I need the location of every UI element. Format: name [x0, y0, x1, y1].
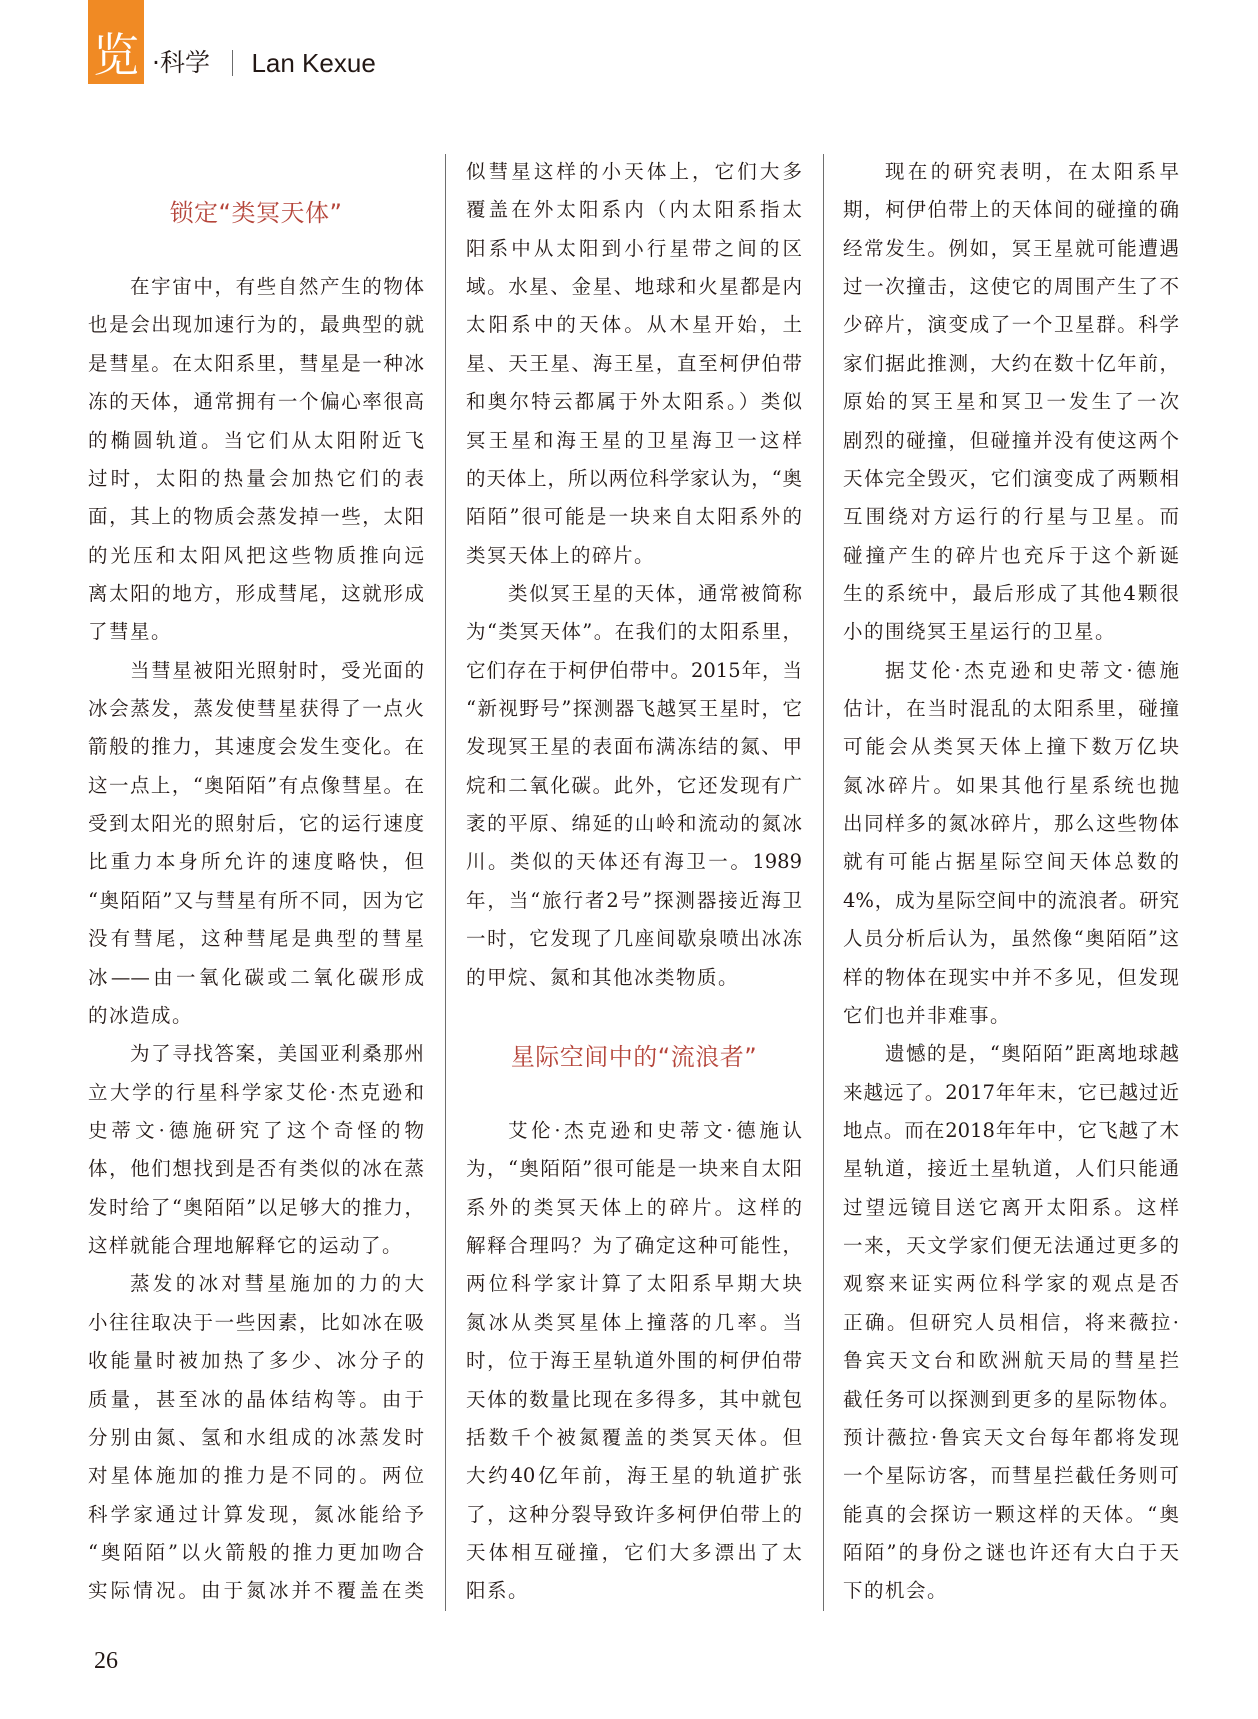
text-line: 互围绕对方运行的行星与卫星。而 [843, 505, 1179, 529]
text-line: 氮冰碎片。如果其他行星系统也抛 [843, 773, 1179, 797]
text-line: 蒸发的冰对彗星施加的力的大 [130, 1272, 424, 1296]
text-line: 小的围绕冥王星运行的卫星。 [843, 620, 1117, 644]
text-line: 括数千个被氮覆盖的类冥天体。但 [466, 1425, 802, 1449]
text-line: 了彗星。 [88, 620, 173, 644]
text-line: 期，柯伊伯带上的天体间的碰撞的确 [843, 198, 1179, 222]
text-line: 星轨道，接近土星轨道，人们只能通 [843, 1157, 1179, 1181]
text-line: “新视野号”探测器飞越冥王星时，它 [466, 697, 802, 721]
text-line: 的天体上，所以两位科学家认为，“奥 [466, 466, 802, 490]
text-line: 为“类冥天体”。在我们的太阳系里， [466, 620, 802, 644]
text-line: 冰会蒸发，蒸发使彗星获得了一点火 [88, 697, 424, 721]
text-line: 川。类似的天体还有海卫一。1989 [466, 850, 802, 874]
text-line: 地点。而在2018年年中，它飞越了木 [843, 1118, 1179, 1142]
text-line: 剧烈的碰撞，但碰撞并没有使这两个 [843, 428, 1179, 452]
text-line: 类似冥王星的天体，通常被简称 [508, 581, 802, 605]
text-line: 面，其上的物质会蒸发掉一些，太阳 [88, 505, 424, 529]
text-line: 冥王星和海王星的卫星海卫一这样 [466, 428, 802, 452]
section-logo-box [88, 0, 144, 84]
page-number: 26 [94, 1648, 118, 1674]
section-logo-char: 览 [93, 28, 139, 82]
text-line: 受到太阳光的照射后，它的运行速度 [88, 812, 424, 836]
text-line: 阳系中从太阳到小行星带之间的区 [466, 236, 802, 260]
text-line: 这一点上，“奥陌陌”有点像彗星。在 [88, 773, 424, 797]
text-line: 下的机会。 [843, 1579, 949, 1603]
text-line: 了，这种分裂导致许多柯伊伯带上的 [466, 1502, 802, 1526]
text-line: 天体的数量比现在多得多，其中就包 [466, 1387, 802, 1411]
text-line: “奥陌陌”又与彗星有所不同，因为它 [88, 888, 424, 912]
text-line: 这样就能合理地解释它的运动了。 [88, 1234, 404, 1258]
text-line: 艾伦·杰克逊和史蒂文·德施认 [508, 1118, 802, 1142]
text-line: 可能会从类冥天体上撞下数万亿块 [843, 735, 1179, 759]
text-line: 遗憾的是，“奥陌陌”距离地球越 [885, 1042, 1179, 1066]
text-line: 箭般的推力，其速度会发生变化。在 [88, 735, 424, 759]
text-line: 人员分析后认为，虽然像“奥陌陌”这 [843, 927, 1179, 951]
text-line: 氮冰从类冥星体上撞落的几率。当 [466, 1310, 802, 1334]
text-line: 冰——由一氧化碳或二氧化碳形成 [88, 965, 424, 989]
article-column-3 [843, 153, 1179, 1611]
section-heading [466, 997, 802, 1112]
text-line: 类冥天体上的碎片。 [466, 543, 656, 567]
text-line: 解释合理吗？为了确定这种可能性， [466, 1234, 802, 1258]
section-heading [88, 153, 424, 268]
text-line: 能真的会探访一颗这样的天体。“奥 [843, 1502, 1179, 1526]
text-line: 冻的天体，通常拥有一个偏心率很高 [88, 390, 424, 414]
text-line: 生的系统中，最后形成了其他4颗很 [843, 581, 1179, 605]
text-line: 分别由氮、氢和水组成的冰蒸发时 [88, 1425, 424, 1449]
text-line: 出同样多的氮冰碎片，那么这些物体 [843, 812, 1179, 836]
text-line: 是彗星。在太阳系里，彗星是一种冰 [88, 351, 424, 375]
text-line: “奥陌陌”以火箭般的推力更加吻合 [88, 1540, 424, 1564]
text-line: 收能量时被加热了多少、冰分子的 [88, 1349, 424, 1373]
paragraph [843, 153, 1179, 652]
text-line: 陌陌”的身份之谜也许还有大白于天 [843, 1540, 1179, 1564]
text-line: 系外的类冥天体上的碎片。这样的 [466, 1195, 802, 1219]
text-line: 时，位于海王星轨道外围的柯伊伯带 [466, 1349, 802, 1373]
text-line: 它们也并非难事。 [843, 1003, 1012, 1027]
text-line: 史蒂文·德施研究了这个奇怪的物 [88, 1118, 424, 1142]
text-line: 原始的冥王星和冥卫一发生了一次 [843, 390, 1179, 414]
text-line: 截任务可以探测到更多的星际物体。 [843, 1387, 1179, 1411]
text-line: 就有可能占据星际空间天体总数的 [843, 850, 1179, 874]
text-line: 的光压和太阳风把这些物质推向远 [88, 543, 424, 567]
text-line: 它们存在于柯伊伯带中。2015年，当 [466, 658, 802, 682]
text-line: 现在的研究表明，在太阳系早 [885, 160, 1179, 183]
text-line: 观察来证实两位科学家的观点是否 [843, 1272, 1179, 1296]
article-column-2 [466, 153, 802, 1611]
text-line: 离太阳的地方，形成彗尾，这就形成 [88, 581, 424, 605]
text-line: 和奥尔特云都属于外太阳系。）类似 [466, 390, 802, 414]
text-line: 星、天王星、海王星，直至柯伊伯带 [466, 351, 802, 375]
text-line: 估计，在当时混乱的太阳系里，碰撞 [843, 697, 1179, 721]
section-heading-text: 锁定“类冥天体” [169, 199, 343, 228]
text-line: 一时，它发现了几座间歇泉喷出冰冻 [466, 927, 802, 951]
text-line: 对星体施加的推力是不同的。两位 [88, 1464, 424, 1488]
paragraph [88, 652, 424, 1036]
text-line: 天体相互碰撞，它们大多漂出了太 [466, 1540, 802, 1564]
text-line: 小往往取决于一些因素，比如冰在吸 [88, 1310, 424, 1334]
text-line: 家们据此推测，大约在数十亿年前， [843, 351, 1179, 375]
text-line: 立大学的行星科学家艾伦·杰克逊和 [88, 1080, 424, 1104]
text-line: 过一次撞击，这使它的周围产生了不 [843, 275, 1179, 299]
text-line: 科学家通过计算发现，氮冰能给予 [88, 1502, 424, 1526]
text-line: 经常发生。例如，冥王星就可能遭遇 [843, 236, 1179, 260]
paragraph [466, 153, 802, 575]
text-line: 年，当“旅行者2号”探测器接近海卫 [466, 888, 802, 912]
text-line: 在宇宙中，有些自然产生的物体 [130, 275, 424, 299]
text-line: 正确。但研究人员相信，将来薇拉· [843, 1310, 1179, 1334]
text-line: 鲁宾天文台和欧洲航天局的彗星拦 [843, 1349, 1179, 1373]
text-line: 两位科学家计算了太阳系早期大块 [466, 1272, 802, 1296]
paragraph [88, 1035, 424, 1265]
text-line: 陌陌”很可能是一块来自太阳系外的 [466, 505, 802, 529]
paragraph [466, 575, 802, 997]
text-line: 过时，太阳的热量会加热它们的表 [88, 466, 424, 490]
text-line: 发时给了“奥陌陌”以足够大的推力， [88, 1195, 424, 1219]
article-column-1 [88, 153, 424, 1611]
text-line: 域。水星、金星、地球和火星都是内 [466, 275, 802, 299]
text-line: 为，“奥陌陌”很可能是一块来自太阳 [466, 1157, 802, 1181]
text-line: 大约40亿年前，海王星的轨道扩张 [466, 1464, 802, 1488]
text-line: 碰撞产生的碎片也充斥于这个新诞 [843, 543, 1179, 567]
header-divider [232, 50, 234, 76]
paragraph [466, 1112, 802, 1611]
text-line: 当彗星被阳光照射时，受光面的 [130, 658, 424, 682]
text-line: 覆盖在外太阳系内（内太阳系指太 [466, 198, 802, 222]
text-line: 袤的平原、绵延的山岭和流动的氮冰 [466, 812, 802, 836]
text-line: 的椭圆轨道。当它们从太阳附近飞 [88, 428, 424, 452]
running-header [152, 48, 376, 78]
text-line: 的冰造成。 [88, 1003, 194, 1027]
paragraph [843, 1035, 1179, 1610]
text-line: 质量，甚至冰的晶体结构等。由于 [88, 1387, 424, 1411]
text-line: 烷和二氧化碳。此外，它还发现有广 [466, 773, 802, 797]
text-line: 预计薇拉·鲁宾天文台每年都将发现 [843, 1425, 1179, 1449]
text-line: 过望远镜目送它离开太阳系。这样 [843, 1195, 1179, 1219]
text-line: 据艾伦·杰克逊和史蒂文·德施 [885, 658, 1179, 682]
paragraph [843, 652, 1179, 1036]
column-divider [445, 154, 446, 1611]
text-line: 太阳系中的天体。从木星开始，土 [466, 313, 802, 337]
text-line: 为了寻找答案，美国亚利桑那州 [130, 1042, 424, 1066]
text-line: 体，他们想找到是否有类似的冰在蒸 [88, 1157, 424, 1181]
section-pinyin-title: Lan Kexue [251, 48, 376, 78]
text-line: 发现冥王星的表面布满冻结的氮、甲 [466, 735, 802, 759]
column-divider [823, 154, 824, 1611]
text-line: 少碎片，演变成了一个卫星群。科学 [843, 313, 1179, 337]
text-line: 一来，天文学家们便无法通过更多的 [843, 1234, 1179, 1258]
text-line: 样的物体在现实中并不多见，但发现 [843, 965, 1179, 989]
text-line: 来越远了。2017年年末，它已越过近 [843, 1080, 1179, 1104]
text-line: 4%，成为星际空间中的流浪者。研究 [843, 888, 1179, 912]
text-line: 没有彗尾，这种彗尾是典型的彗星 [88, 927, 424, 951]
text-line: 比重力本身所允许的速度略快，但 [88, 850, 424, 874]
paragraph [88, 1265, 424, 1610]
section-name: ·科学 [152, 48, 210, 77]
text-line: 似彗星这样的小天体上，它们大多 [466, 160, 802, 183]
text-line: 的甲烷、氮和其他冰类物质。 [466, 965, 740, 989]
paragraph [88, 268, 424, 652]
text-line: 阳系。 [466, 1579, 530, 1603]
text-line: 一个星际访客，而彗星拦截任务则可 [843, 1464, 1179, 1488]
text-line: 天体完全毁灭，它们演变成了两颗相 [843, 466, 1179, 490]
text-line: 也是会出现加速行为的，最典型的就 [88, 313, 424, 337]
text-line: 实际情况。由于氮冰并不覆盖在类 [88, 1579, 424, 1603]
section-heading-text: 星际空间中的“流浪者” [510, 1042, 758, 1071]
